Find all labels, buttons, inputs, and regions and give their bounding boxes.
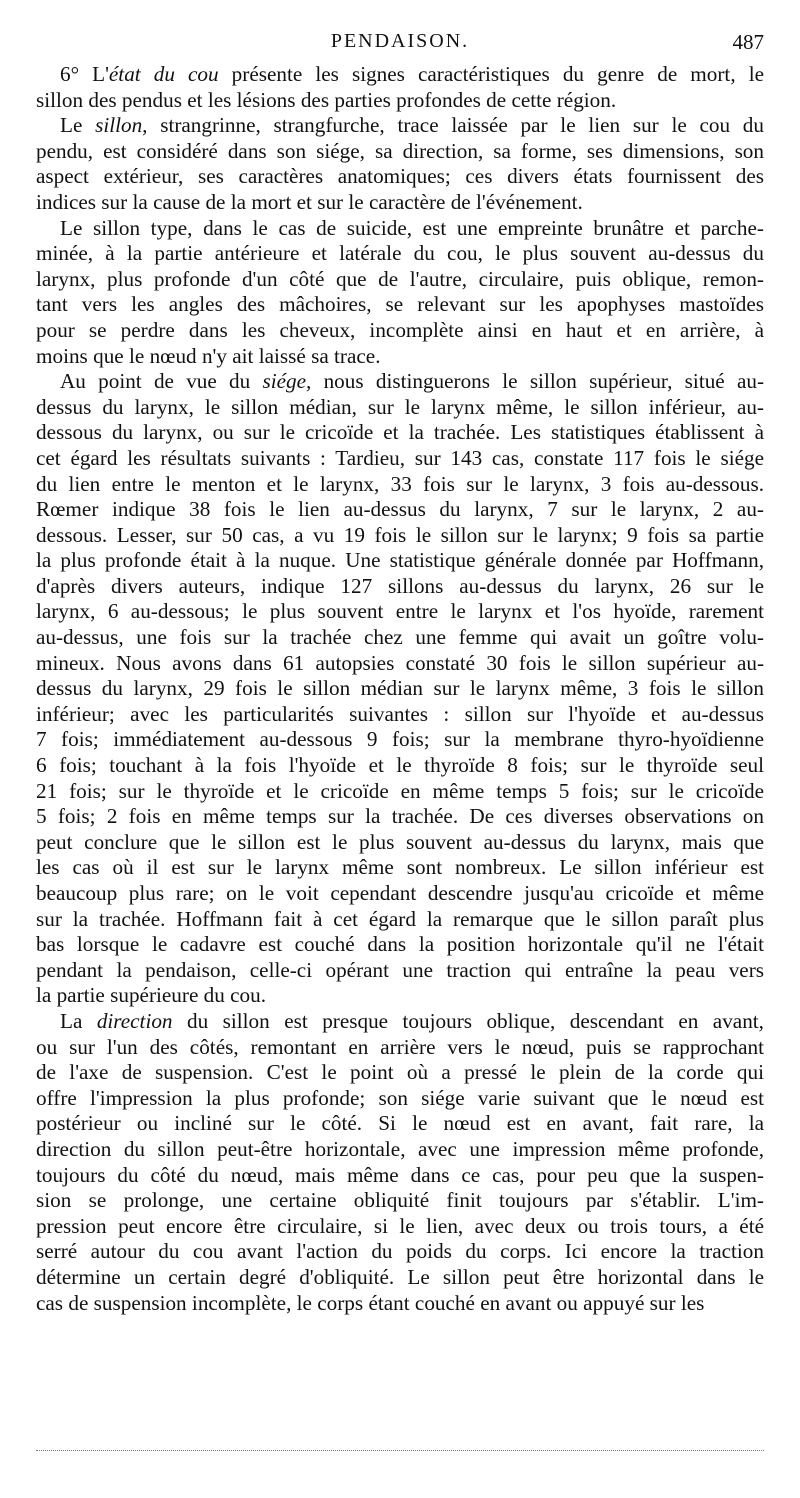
text-run: dessous. Lesser, sur 50 cas, a vu 19 fois le sillon sur le larynx; 9 fois sa partie	[36, 522, 764, 547]
text-run: Le	[60, 113, 96, 138]
text-run: sillon des pendus et les lésions des parties profondes de cette région.	[36, 87, 617, 112]
text-line	[36, 1265, 764, 1291]
text-line	[36, 881, 764, 907]
italic-term: siége,	[262, 369, 312, 394]
text-line	[36, 395, 764, 421]
text-line	[36, 318, 764, 344]
text-run: 6° L'	[60, 62, 109, 86]
text-line	[36, 523, 764, 549]
text-run: bas lorsque le cadavre est couché dans la position horizontale qu'il ne l'était	[36, 932, 764, 957]
page-body	[36, 62, 764, 1316]
text-line	[36, 1137, 764, 1163]
text-run: les cas où il est sur le larynx même sont nombreux. Le sillon inférieur est	[36, 855, 764, 880]
text-run: strangrinne, strangfurche, trace laissée par le lien sur le cou du	[147, 113, 764, 138]
text-run: tant vers les angles des mâchoires, se relevant sur les apophyses mastoïdes	[36, 292, 764, 317]
text-line	[36, 676, 764, 702]
text-run: dessus du larynx, le sillon médian, sur le larynx même, le sillon inférieur, au-	[36, 394, 764, 419]
italic-term: sillon,	[95, 113, 148, 138]
text-line	[36, 983, 764, 1009]
text-run: larynx, plus profonde d'un côté que de l'autre, circulaire, puis oblique, remon-	[36, 266, 764, 291]
text-line	[36, 1291, 764, 1317]
text-line	[36, 599, 764, 625]
text-run: 5 fois; 2 fois en même temps sur la trachée. De ces diverses observations on	[36, 804, 764, 829]
text-run: peut conclure que le sillon est le plus souvent au-dessus du larynx, mais que	[36, 829, 764, 854]
text-line	[36, 1086, 764, 1112]
text-line	[36, 1060, 764, 1086]
text-line	[36, 446, 764, 472]
text-line	[36, 574, 764, 600]
text-run: postérieur ou incliné sur le côté. Si le nœud est en avant, fait rare, la	[36, 1111, 764, 1136]
text-run: 21 fois; sur le thyroïde et le cricoïde en même temps 5 fois; sur le cricoïde	[36, 778, 764, 803]
text-run: pendu, est considéré dans son siége, sa direction, sa forme, ses dimensions, son	[36, 138, 764, 163]
text-run: toujours du côté du nœud, mais même dans ce cas, pour peu que la suspen-	[36, 1162, 764, 1187]
paragraph	[36, 62, 764, 113]
text-run: beaucoup plus rare; on le voit cependant descendre jusqu'au cricoïde et même	[36, 881, 764, 905]
text-line	[36, 855, 764, 881]
text-run: au-dessus, une fois sur la trachée chez une femme qui avait un goître volu-	[36, 625, 764, 650]
text-run: Rœmer indique 38 fois le lien au-dessus du larynx, 7 sur le larynx, 2 au-	[36, 497, 764, 522]
text-line	[36, 344, 764, 370]
text-run: détermine un certain degré d'obliquité. Le sillon peut être horizontal dans le	[36, 1264, 764, 1289]
text-line	[36, 62, 764, 88]
paragraph	[36, 113, 764, 215]
text-line	[36, 139, 764, 165]
text-run: cas de suspension incomplète, le corps étant couché en avant ou appuyé sur les	[36, 1290, 705, 1315]
text-run: larynx, 6 au-dessous; le plus souvent entre le larynx et l'os hyoïde, rarement	[36, 599, 764, 624]
text-line	[36, 1111, 764, 1137]
text-line	[36, 420, 764, 446]
text-run: pendant la pendaison, celle-ci opérant une traction qui entraîne la peau vers	[36, 957, 764, 982]
text-line	[36, 702, 764, 728]
text-run: ou sur l'un des côtés, remontant en arrière vers le nœud, puis se rapprochant	[36, 1034, 764, 1059]
text-line	[36, 907, 764, 933]
paragraph	[36, 1009, 764, 1316]
page-number: 487	[732, 30, 764, 54]
page-header	[36, 30, 764, 56]
text-line	[36, 241, 764, 267]
italic-term: direction	[96, 1008, 173, 1033]
text-line	[36, 369, 764, 395]
text-run: la partie supérieure du cou.	[36, 983, 267, 1008]
text-run: indices sur la cause de la mort et sur le caractère de l'événement.	[36, 189, 583, 214]
text-line	[36, 804, 764, 830]
text-line	[36, 548, 764, 574]
text-run: nous distinguerons le sillon supérieur, situé au-	[311, 369, 765, 394]
text-run: mineux. Nous avons dans 61 autopsies constaté 30 fois le sillon supérieur au-	[36, 650, 764, 675]
text-run: de l'axe de suspension. C'est le point où a pressé le plein de la corde qui	[36, 1060, 764, 1085]
text-line	[36, 472, 764, 498]
text-run: moins que le nœud n'y ait laissé sa trace.	[36, 343, 381, 368]
text-line	[36, 497, 764, 523]
footer-dotted-rule	[36, 1450, 764, 1451]
text-line	[36, 625, 764, 651]
text-run: la plus profonde était à la nuque. Une statistique générale donnée par Hoffmann,	[36, 548, 764, 573]
text-line	[36, 830, 764, 856]
text-line	[36, 190, 764, 216]
text-line	[36, 958, 764, 984]
text-run: cet égard les résultats suivants : Tardieu, sur 143 cas, constate 117 fois le siége	[36, 445, 764, 470]
text-line	[36, 779, 764, 805]
text-line	[36, 88, 764, 114]
text-line	[36, 267, 764, 293]
text-line	[36, 753, 764, 779]
text-line	[36, 216, 764, 242]
text-line	[36, 651, 764, 677]
text-run: Au point de vue du	[60, 369, 263, 394]
text-line	[36, 1163, 764, 1189]
text-line	[36, 727, 764, 753]
paragraph	[36, 216, 764, 370]
text-run: du sillon est presque toujours oblique, descendant en avant,	[172, 1008, 764, 1033]
text-run: sur la trachée. Hoffmann fait à cet égard la remarque que le sillon paraît plus	[36, 906, 764, 931]
text-run: présente les signes caractéristiques du genre de mort, le	[218, 62, 764, 86]
text-run: sion se prolonge, une certaine obliquité finit toujours par s'établir. L'im-	[36, 1188, 764, 1213]
text-run: aspect extérieur, ses caractères anatomiques; ces divers états fournissent des	[36, 164, 764, 189]
text-line	[36, 1009, 764, 1035]
paragraph	[36, 369, 764, 1009]
text-line	[36, 1239, 764, 1265]
text-line	[36, 1188, 764, 1214]
text-run: minée, à la partie antérieure et latérale du cou, le plus souvent au-dessus du	[36, 241, 764, 266]
text-line	[36, 932, 764, 958]
text-line	[36, 292, 764, 318]
text-run: La	[60, 1008, 97, 1033]
text-run: inférieur; avec les particularités suivantes : sillon sur l'hyoïde et au-dessus	[36, 701, 764, 726]
text-run: 6 fois; touchant à la fois l'hyoïde et le thyroïde 8 fois; sur le thyroïde seul	[36, 753, 764, 778]
text-run: dessus du larynx, 29 fois le sillon médian sur le larynx même, 3 fois le sillon	[36, 676, 764, 701]
text-run: offre l'impression la plus profonde; son siége varie suivant que le nœud est	[36, 1085, 764, 1110]
text-run: pour se perdre dans les cheveux, incomplète ainsi en haut et en arrière, à	[36, 317, 764, 342]
text-line	[36, 1035, 764, 1061]
italic-term: état du cou	[108, 62, 219, 86]
text-run: d'après divers auteurs, indique 127 sillons au-dessus du larynx, 26 sur le	[36, 573, 764, 598]
text-run: 7 fois; immédiatement au-dessous 9 fois; sur la membrane thyro-hyoïdienne	[36, 727, 764, 752]
text-run: du lien entre le menton et le larynx, 33 fois sur le larynx, 3 fois au-dessous.	[36, 471, 764, 496]
text-line	[36, 1214, 764, 1240]
text-run: Le sillon type, dans le cas de suicide, est une empreinte brunâtre et parche-	[60, 215, 764, 240]
text-line	[36, 164, 764, 190]
text-run: dessous du larynx, ou sur le cricoïde et la trachée. Les statistiques établissent à	[36, 420, 764, 445]
text-run: direction du sillon peut-être horizontale, avec une impression même profonde,	[36, 1136, 764, 1161]
text-run: serré autour du cou avant l'action du poids du corps. Ici encore la traction	[36, 1239, 764, 1264]
running-head: PENDAISON.	[330, 30, 470, 52]
text-line	[36, 113, 764, 139]
text-run: pression peut encore être circulaire, si le lien, avec deux ou trois tours, a été	[36, 1213, 764, 1238]
